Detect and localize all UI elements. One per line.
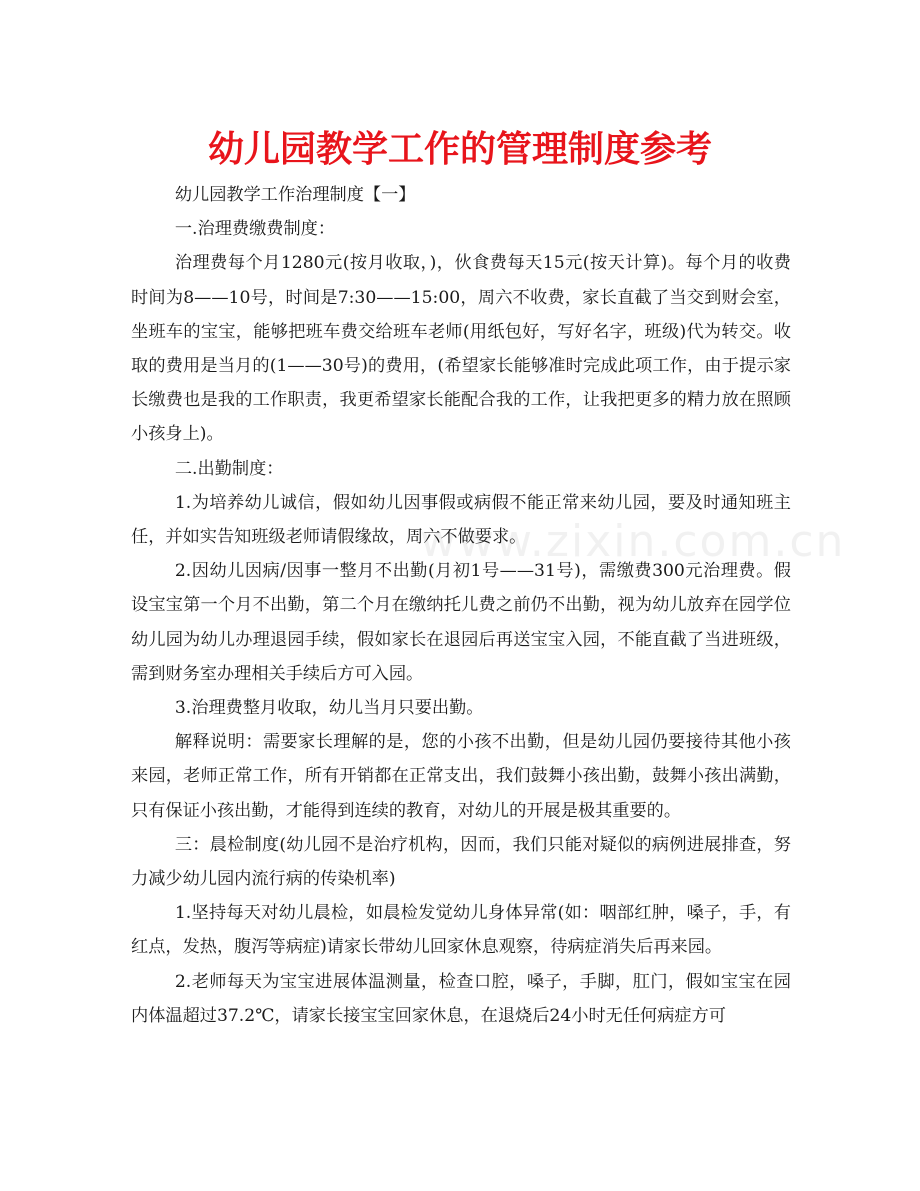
document-title: 幼儿园教学工作的管理制度参考: [207, 129, 712, 170]
watermark: www.zixin.com.cn: [420, 516, 846, 567]
paragraph: 解释说明：需要家长理解的是，您的小孩不出勤，但是幼儿园仍要接待其他小孩来园，老师正常工作，所有开销都在正常支出，我们鼓舞小孩出勤，鼓舞小孩出满勤，只有保证小孩出勤，才能得到连续的教育，对幼儿的开展是极其重要的。: [131, 732, 791, 821]
paragraph-section-1-heading: 一.治理费缴费制度：: [174, 219, 336, 240]
paragraph: 2.因幼儿因病/因事一整月不出勤(月初1号——31号)，需缴费300元治理费。假设宝宝第一个月不出勤，第二个月在缴纳托儿费之前仍不出勤，视为幼儿放弃在园学位幼儿园为幼儿办理退园手续，假如家长在退园后再送宝宝入园，不能直截了当进班级，需到财务室办理相关手续后方可入园。: [131, 561, 791, 684]
paragraph-section-2-heading: 二.出勤制度：: [174, 458, 284, 479]
paragraph-section-3-heading: 三：晨检制度(幼儿园不是治疗机构，因而，我们只能对疑似的病例进展排查，努力减少幼儿园内流行病的传染机率): [131, 834, 791, 890]
paragraph-heading: 幼儿园教学工作治理制度【一】: [174, 185, 416, 205]
paragraph: 2.老师每天为宝宝进展体温测量，检查口腔，嗓子，手脚，肛门，假如宝宝在园内体温超过37.2℃，请家长接宝宝回家休息，在退烧后24小时无任何病症方可: [131, 971, 791, 1026]
document-body: [131, 178, 791, 1033]
paragraph: 3.治理费整月收取，幼儿当月只要出勤。: [174, 698, 484, 719]
paragraph: 1.为培养幼儿诚信，假如幼儿因事假或病假不能正常来幼儿园，要及时通知班主任，并如实告知班级老师请假缘故，周六不做要求。: [131, 492, 791, 548]
paragraph: 1.坚持每天对幼儿晨检，如晨检发觉幼儿身体异常(如：咽部红肿，嗓子，手，有红点，发热，腹泻等病症)请家长带幼儿回家休息观察，待病症消失后再来园。: [131, 903, 791, 958]
paragraph: 治理费每个月1280元(按月收取，)，伙食费每天15元(按天计算)。每个月的收费时间为8——10号，时间是7:30——15:00，周六不收费，家长直截了当交到财会室，坐班车的宝宝，能够把班车费交给班车老师(用纸包好，写好名字，班级)代为转交。收取的费用是当月的(1——30号)的费用，(希望家长能够准时完成此项工作，由于提示家长缴费也是我的工作职责，我更希望家长能配合我的工作，让我把更多的精力放在照顾小孩身上)。: [131, 253, 791, 445]
